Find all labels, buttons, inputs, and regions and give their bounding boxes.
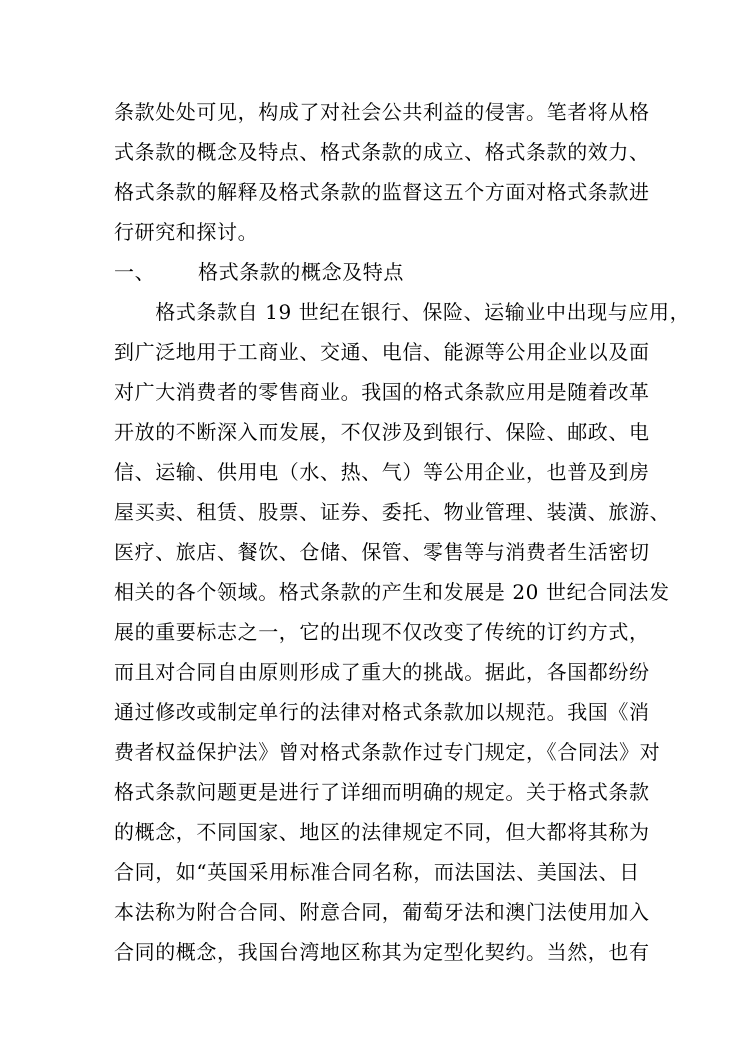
text-line: 医疗、旅店、餐饮、仓储、保管、零售等与消费者生活密切	[114, 540, 650, 564]
text-line: 的概念，不同国家、地区的法律规定不同，但大都将其称为	[114, 820, 650, 844]
text-line: 相关的各个领域。格式条款的产生和发展是 20 世纪合同法发	[114, 580, 670, 604]
text-line: 格式条款自 19 世纪在银行、保险、运输业中出现与应用，	[114, 300, 691, 324]
text-line: 行研究和探讨。	[114, 220, 259, 244]
section-number: 一、	[114, 260, 156, 284]
main-paragraph	[114, 292, 691, 972]
text-line: 费者权益保护法》曾对格式条款作过专门规定，《合同法》对	[114, 740, 661, 764]
text-line: 格式条款问题更是进行了详细而明确的规定。关于格式条款	[114, 780, 650, 804]
text-line: 展的重要标志之一，它的出现不仅改变了传统的订约方式，	[114, 620, 650, 644]
text-line: 通过修改或制定单行的法律对格式条款加以规范。我国《消	[114, 700, 650, 724]
text-line: 屋买卖、租赁、股票、证券、委托、物业管理、装潢、旅游、	[114, 500, 671, 524]
text-line: 开放的不断深入而发展，不仅涉及到银行、保险、邮政、电	[114, 420, 650, 444]
text-line: 到广泛地用于工商业、交通、电信、能源等公用企业以及面	[114, 340, 650, 364]
text-line: 本法称为附合合同、附意合同，葡萄牙法和澳门法使用加入	[114, 900, 650, 924]
text-line: 信、运输、供用电（水、热、气）等公用企业，也普及到房	[114, 460, 650, 484]
text-line: 格式条款的解释及格式条款的监督这五个方面对格式条款进	[114, 180, 650, 204]
text-line: 而且对合同自由原则形成了重大的挑战。据此，各国都纷纷	[114, 660, 650, 684]
text-line: 条款处处可见，构成了对社会公共利益的侵害。笔者将从格	[114, 100, 650, 124]
text-line: 合同，如“英国采用标准合同名称，而法国法、美国法、日	[114, 860, 640, 884]
intro-paragraph	[114, 92, 650, 252]
section-title: 格式条款的概念及特点	[198, 260, 404, 284]
body-text	[114, 92, 691, 972]
text-line: 式条款的概念及特点、格式条款的成立、格式条款的效力、	[114, 140, 650, 164]
section-heading	[114, 252, 634, 292]
text-line: 对广大消费者的零售商业。我国的格式条款应用是随着改革	[114, 380, 650, 404]
text-line: 合同的概念，我国台湾地区称其为定型化契约。当然，也有	[114, 940, 650, 964]
